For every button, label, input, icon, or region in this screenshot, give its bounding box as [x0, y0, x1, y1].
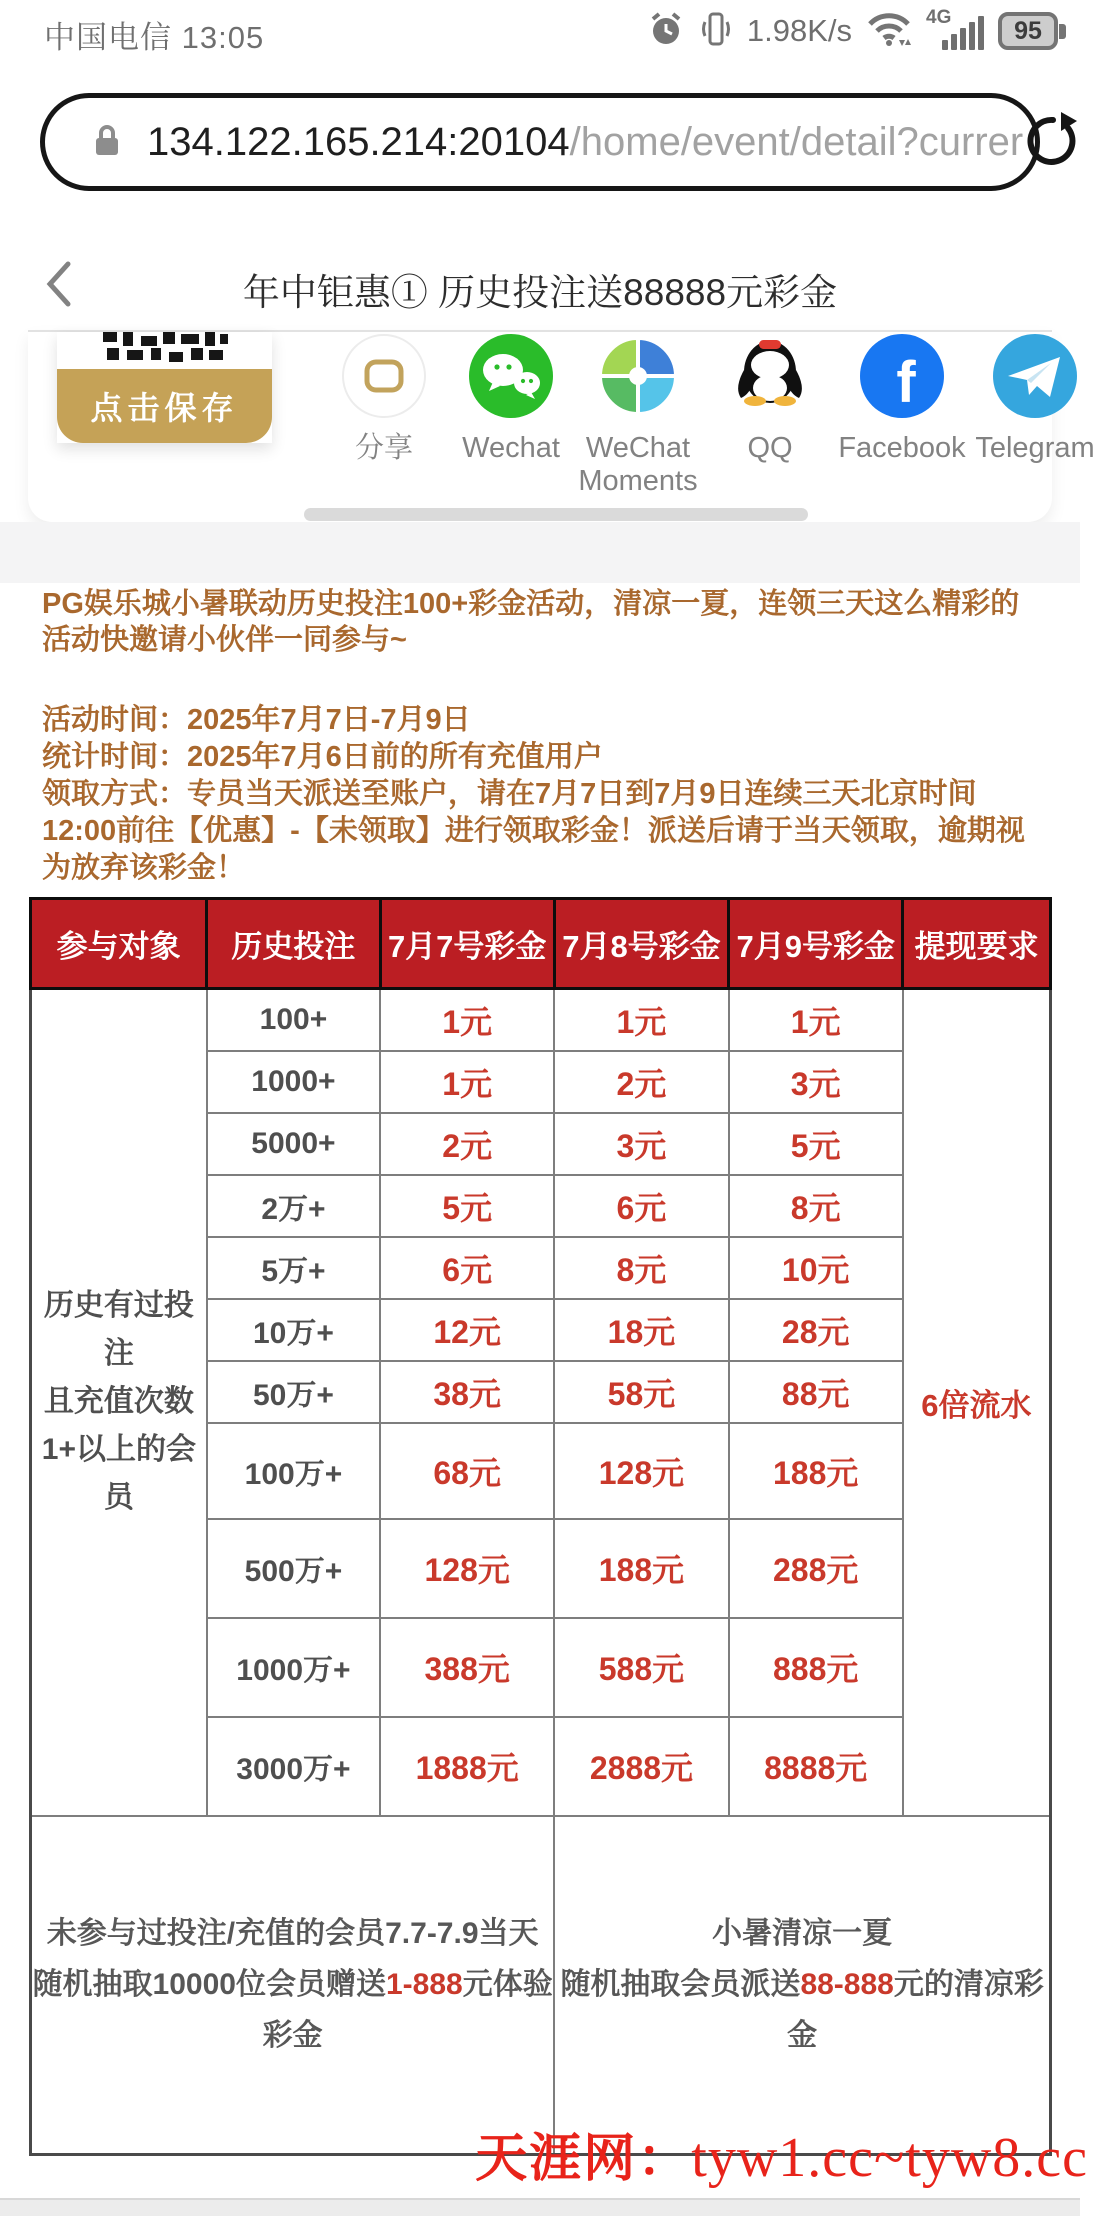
claim-method-line: 领取方式：专员当天派送至账户，请在7月7日到7月9日连续三天北京时间12:00前往【优惠】-【未领取】进行领取彩金！派送后请于当天领取，逾期视为放弃该彩金！ [42, 778, 1025, 884]
header-day7-bonus: 7月7号彩金 [380, 899, 554, 989]
bonus-cell: 1888元 [380, 1717, 554, 1816]
facebook-icon [860, 334, 944, 418]
bonus-cell: 2元 [380, 1113, 554, 1175]
summer-note-cell [554, 1816, 1050, 2155]
battery-percent-label: 95 [1014, 16, 1042, 45]
network-type-label: 4G [926, 7, 952, 28]
bonus-cell: 8888元 [729, 1717, 903, 1816]
alarm-icon [647, 10, 685, 53]
qq-icon [728, 334, 812, 418]
promo-detail-lines [42, 702, 1044, 887]
watermark-site: 天涯网： [475, 2130, 692, 2188]
wechat-moments-icon [596, 334, 680, 418]
newcomer-note-cell [31, 1816, 555, 2155]
bonus-cell: 2888元 [554, 1717, 728, 1816]
table-row [31, 989, 1051, 1051]
bet-tier-cell: 3000万+ [207, 1717, 380, 1816]
bonus-cell: 188元 [729, 1423, 903, 1519]
bonus-cell: 188元 [554, 1519, 728, 1618]
share-item-label: Telegram [975, 432, 1095, 464]
bonus-cell: 1元 [729, 989, 903, 1051]
bet-tier-cell: 100万+ [207, 1423, 380, 1519]
page-title: 年中钜惠① 历史投注送88888元彩金 [242, 272, 838, 313]
bet-tier-cell: 500万+ [207, 1519, 380, 1618]
url-bar[interactable] [40, 93, 1040, 191]
wechat-icon [469, 334, 553, 418]
bottom-band [0, 2198, 1080, 2216]
note-title: 小暑清凉一夏 [712, 1917, 893, 1951]
qr-code-image [57, 332, 272, 369]
share-item-label: Wechat [462, 432, 560, 464]
vibrate-icon [699, 9, 733, 54]
share-tray-icon [342, 334, 426, 418]
network-speed-label: 1.98K/s [746, 13, 852, 48]
bonus-cell: 1元 [380, 1051, 554, 1113]
url-host: 134.122.165.214:20104 [147, 119, 570, 164]
header-day8-bonus: 7月8号彩金 [554, 899, 728, 989]
watermark [475, 2116, 1088, 2191]
battery-icon [998, 12, 1058, 50]
table-header-row [31, 899, 1051, 989]
bet-tier-cell: 5000+ [207, 1113, 380, 1175]
header-withdraw-req: 提现要求 [903, 899, 1051, 989]
cell-signal-icon [926, 9, 984, 53]
bet-tier-cell: 2万+ [207, 1175, 380, 1237]
note-text: 元的清凉彩金 [787, 1968, 1044, 2053]
bonus-cell: 288元 [729, 1519, 903, 1618]
bonus-cell: 1元 [380, 989, 554, 1051]
stats-time-line: 统计时间：2025年7月6日前的所有充值用户 [42, 741, 603, 773]
bonus-cell: 888元 [729, 1618, 903, 1717]
bonus-cell: 588元 [554, 1618, 728, 1717]
bonus-cell: 6元 [554, 1175, 728, 1237]
bonus-cell: 6元 [380, 1237, 554, 1299]
bonus-cell: 8元 [554, 1237, 728, 1299]
share-sheet [28, 330, 1095, 522]
bonus-cell: 5元 [380, 1175, 554, 1237]
bonus-cell: 58元 [554, 1361, 728, 1423]
share-item-wechat-moments[interactable] [573, 334, 703, 498]
horizontal-scrollbar[interactable] [304, 508, 808, 521]
withdraw-requirement-cell: 6倍流水 [903, 989, 1051, 1816]
bet-tier-cell: 50万+ [207, 1361, 380, 1423]
share-item-label: QQ [747, 432, 793, 464]
carrier-time-label: 中国电信 13:05 [44, 20, 265, 55]
bonus-cell: 3元 [554, 1113, 728, 1175]
activity-time-line: 活动时间：2025年7月7日-7月9日 [42, 704, 471, 736]
bet-tier-cell: 1000万+ [207, 1618, 380, 1717]
header-day9-bonus: 7月9号彩金 [729, 899, 903, 989]
share-item-share[interactable] [319, 334, 449, 465]
share-item-facebook[interactable] [837, 334, 967, 465]
section-divider-band [0, 522, 1080, 583]
bonus-cell: 5元 [729, 1113, 903, 1175]
bonus-cell: 388元 [380, 1618, 554, 1717]
bonus-cell: 68元 [380, 1423, 554, 1519]
note-red-text: 1-888 [386, 1968, 463, 2002]
note-red-text: 88-888 [800, 1968, 894, 2002]
bet-tier-cell: 5万+ [207, 1237, 380, 1299]
bonus-cell: 28元 [729, 1299, 903, 1361]
refresh-button[interactable] [1023, 112, 1079, 173]
url-path: /home/event/detail?currer [569, 119, 1024, 164]
telegram-icon [993, 334, 1077, 418]
share-item-label: Facebook [838, 432, 966, 464]
participant-cell: 历史有过投注 且充值次数 1+以上的会员 [31, 989, 207, 1816]
header-participant: 参与对象 [31, 899, 207, 989]
share-item-label: 分享 [354, 432, 413, 464]
share-item-telegram[interactable] [970, 334, 1100, 465]
status-icons [647, 8, 1058, 54]
bonus-cell: 2元 [554, 1051, 728, 1113]
bet-tier-cell: 10万+ [207, 1299, 380, 1361]
share-item-wechat[interactable] [446, 334, 576, 465]
watermark-urls: tyw1.cc~tyw8.cc [691, 2127, 1088, 2189]
url-text [147, 120, 1023, 165]
note-text: 随机抽取会员派送 [560, 1968, 801, 2002]
note-text: 未参与过投注/充值的会员7.7-7.9当天随机抽取10000位会员赠送 [32, 1917, 539, 2002]
share-item-label: WeChat Moments [578, 432, 698, 497]
promo-intro-text: PG娱乐城小暑联动历史投注100+彩金活动，清凉一夏，连领三天这么精彩的活动快邀请小伙伴一同参与~ [42, 588, 1020, 656]
bonus-cell: 1元 [554, 989, 728, 1051]
bonus-cell: 18元 [554, 1299, 728, 1361]
lock-icon [91, 120, 123, 165]
wifi-icon [866, 9, 912, 54]
bonus-cell: 38元 [380, 1361, 554, 1423]
header-history-bet: 历史投注 [207, 899, 380, 989]
save-qr-button[interactable]: 点击保存 [57, 369, 272, 443]
bonus-cell: 8元 [729, 1175, 903, 1237]
note-line [555, 1959, 1049, 2061]
bonus-cell: 12元 [380, 1299, 554, 1361]
bonus-table [29, 897, 1052, 2156]
qr-save-block [57, 332, 272, 443]
bet-tier-cell: 1000+ [207, 1051, 380, 1113]
bonus-cell: 128元 [554, 1423, 728, 1519]
share-item-qq[interactable] [705, 334, 835, 465]
bonus-cell: 3元 [729, 1051, 903, 1113]
status-bar [0, 0, 1080, 62]
bonus-cell: 88元 [729, 1361, 903, 1423]
table-footer-row [31, 1816, 1051, 2155]
svg-text:f: f [896, 350, 916, 415]
bonus-cell: 10元 [729, 1237, 903, 1299]
bet-tier-cell: 100+ [207, 989, 380, 1051]
bonus-cell: 128元 [380, 1519, 554, 1618]
note-text: 元体验彩金 [262, 1968, 553, 2053]
